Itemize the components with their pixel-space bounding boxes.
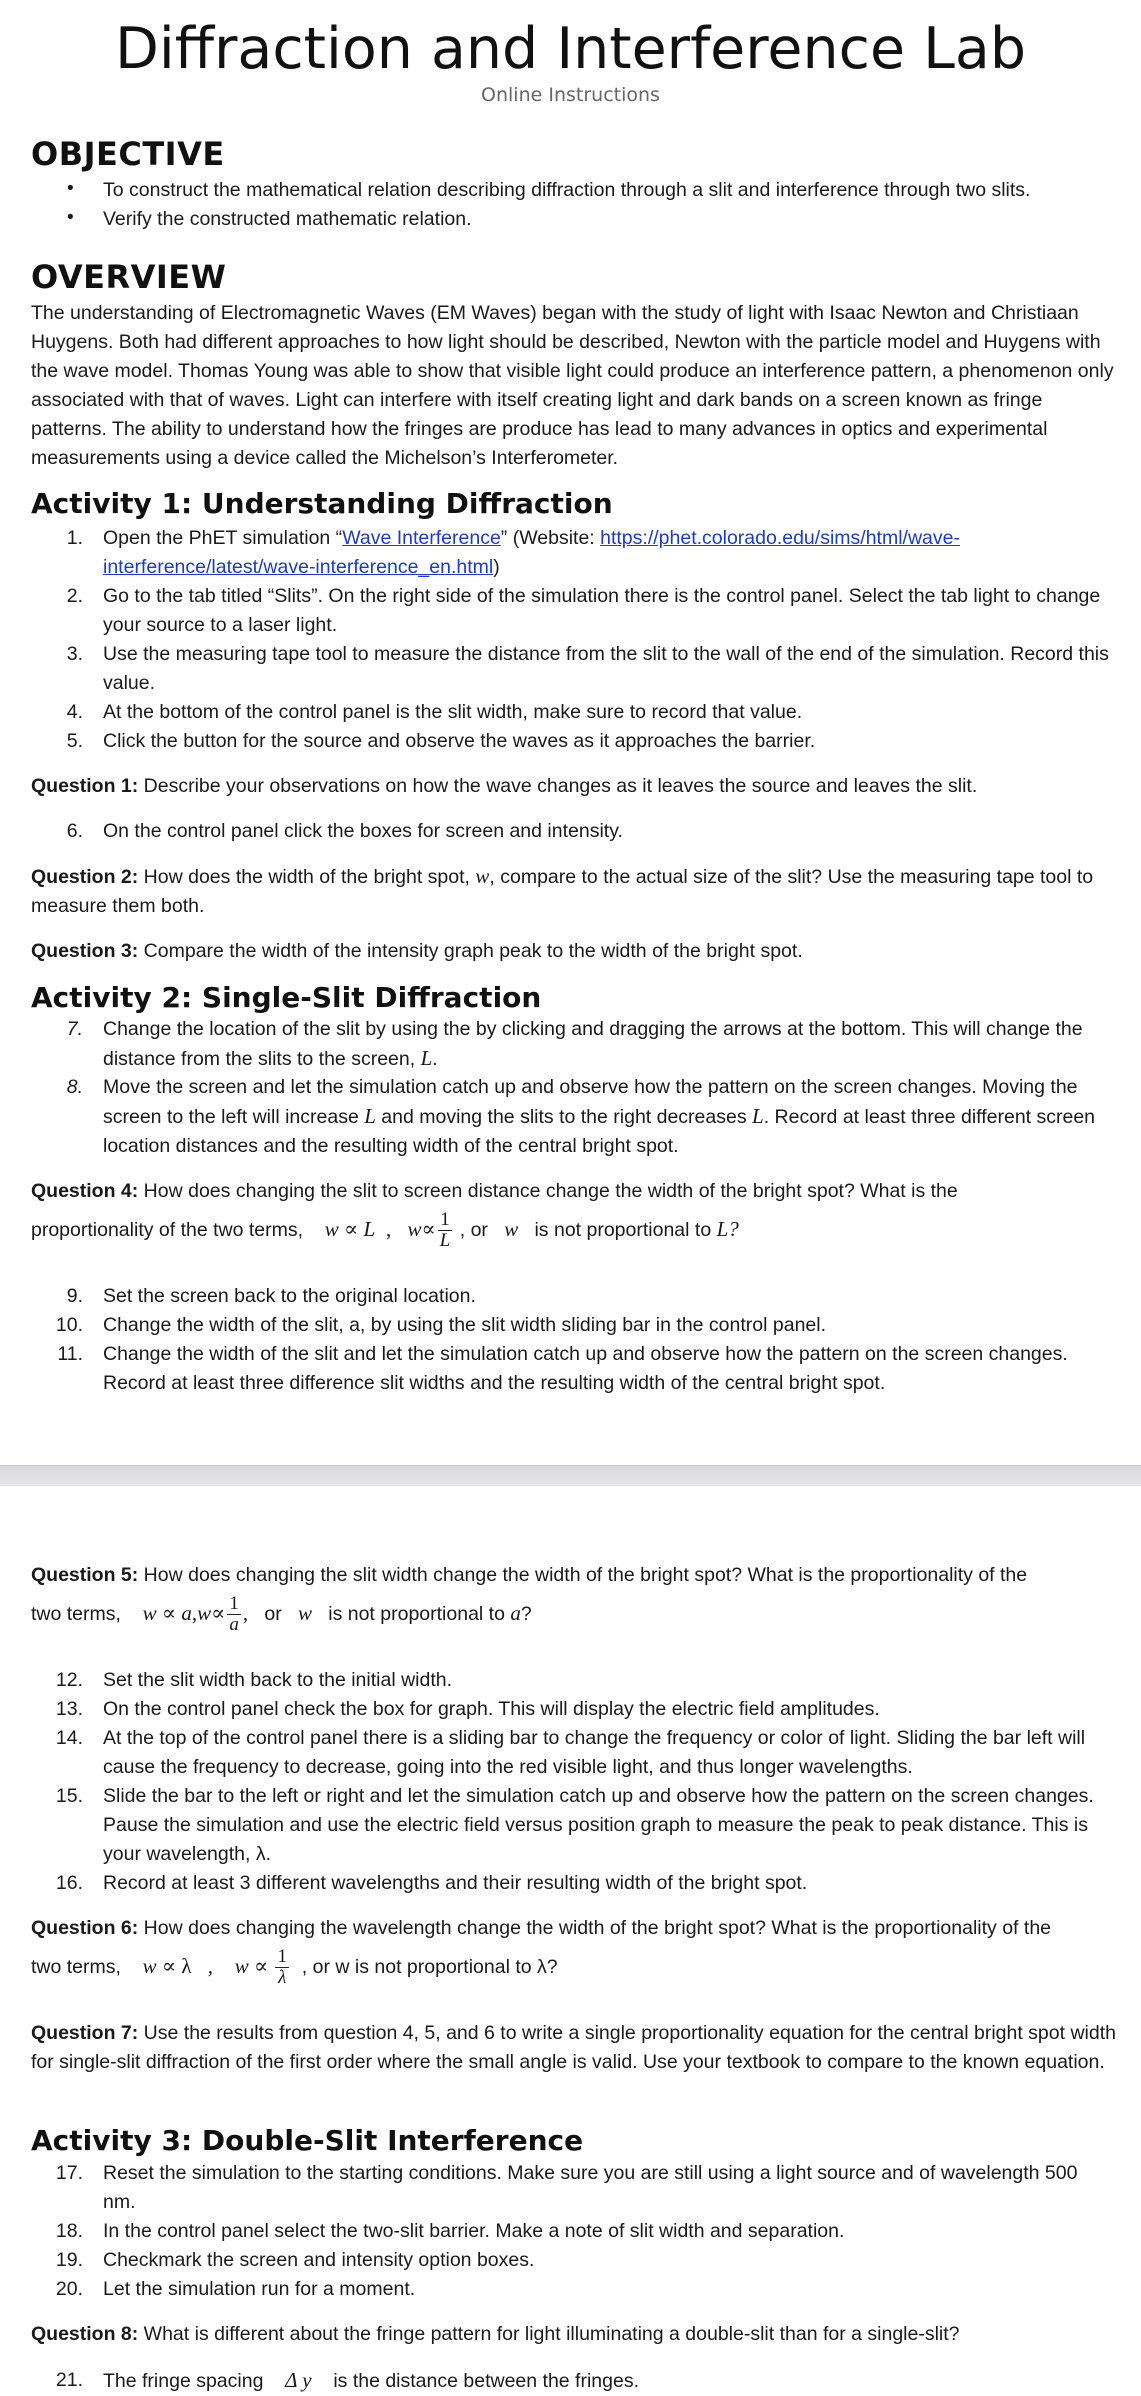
question-text: Compare the width of the intensity graph peak to the width of the bright spot. [138, 940, 803, 962]
or-text: , or [459, 1219, 488, 1241]
page-separator [0, 1465, 1141, 1486]
not-proportional-text: is not proportional to [328, 1603, 505, 1625]
step-16: Record at least 3 different wavelengths and their resulting width of the bright spot. [103, 1872, 808, 1894]
step-number: 2. [66, 585, 83, 607]
step-17: Reset the simulation to the starting conditions. Make sure you are still using a light source and of wavelength 500 nm. [103, 2162, 1078, 2213]
question-6-terms [31, 1945, 1116, 1988]
var-w: w [297, 1601, 312, 1625]
step-number: 6. [66, 820, 83, 842]
step-14: At the top of the control panel there is a sliding bar to change the frequency or color of light. Sliding the bar left will cause the frequency to decrease, going into the red visible light, and thus longer wavelengths. [103, 1727, 1086, 1778]
question-label: Question 3: [31, 940, 139, 962]
prop-symbol: ∝ [338, 1217, 364, 1241]
overview-heading: OVERVIEW [31, 258, 227, 296]
page-title: Diffraction and Interference Lab [114, 16, 1027, 82]
w-prop-lambda: w [142, 1954, 157, 1978]
step-3: Use the measuring tape tool to measure the distance from the slit to the wall of the end of the simulation. Record this value. [103, 643, 1109, 694]
question-7 [31, 2019, 1116, 2077]
step-number: 12. [55, 1669, 83, 1691]
question-text: How does the width of the bright spot, [138, 866, 476, 888]
step-number: 16. [55, 1872, 83, 1894]
comma: , [385, 1217, 392, 1241]
prop-symbol: ∝ [248, 1954, 274, 1978]
var-L: L [752, 1104, 764, 1128]
question-text: How does changing the wavelength change the width of the bright spot? What is the proportionality of the [138, 1917, 1052, 1939]
prop-symbol: ∝ λ [156, 1954, 192, 1978]
step-20: Let the simulation run for a moment. [103, 2278, 416, 2300]
step-number: 18. [55, 2220, 83, 2242]
step-1 [103, 524, 1113, 582]
question-text: two terms, [31, 1603, 121, 1625]
page-2 [0, 1486, 1141, 2392]
step-2: Go to the tab titled “Slits”. On the right side of the simulation there is the control panel. Select the tab light to change your source to a laser light. [103, 585, 1101, 636]
step-9: Set the screen back to the original location. [103, 1285, 476, 1307]
step-21-b: is the distance between the fringes. [333, 2370, 639, 2392]
question-2 [31, 862, 1116, 921]
step-1-post: ) [493, 556, 500, 578]
question-4-terms [31, 1208, 1116, 1251]
question-5-terms: two terms, w ∝ a,w∝ $\frac{1}{a}$ , or w is not proportional to a? [31, 1593, 532, 1636]
fraction-1-over-a: $\frac{1}{a}$ [229, 1593, 239, 1636]
var-w: w [475, 864, 490, 888]
step-4: At the bottom of the control panel is the slit width, make sure to record that value. [103, 701, 803, 723]
question-text: What is different about the fringe pattern for light illuminating a double-slit than for a single-slit? [138, 2323, 960, 2345]
question-text: two terms, [31, 1956, 121, 1978]
question-6 [31, 1914, 1116, 1943]
step-18: In the control panel select the two-slit barrier. Make a note of slit width and separation. [103, 2220, 845, 2242]
step-5: Click the button for the source and observe the waves as it approaches the barrier. [103, 730, 816, 752]
w-prop-a: w [142, 1601, 157, 1625]
step-number: 17. [55, 2162, 83, 2184]
prop-symbol: ∝ [156, 1601, 182, 1625]
comma: , [242, 1601, 249, 1625]
step-21-a: The fringe spacing [103, 2370, 264, 2392]
page-subtitle: Online Instructions [481, 84, 660, 106]
question-label: Question 7: [31, 2022, 139, 2044]
step-number: 19. [55, 2249, 83, 2271]
step-number: 9. [66, 1285, 83, 1307]
step-10: Change the width of the slit, a, by using the slit width sliding bar in the control panel. [103, 1314, 827, 1336]
prop-symbol: ∝ [211, 1601, 226, 1625]
step-number: 21. [55, 2369, 83, 2391]
step-number: 11. [57, 1343, 83, 1365]
step-8-b: and moving the slits to the right decreases [375, 1106, 753, 1128]
question-label: Question 1: [31, 775, 139, 797]
step-7: Change the location of the slit by using the by clicking and dragging the arrows at the bottom. This will change the distance from the slits to the screen, L. [103, 1018, 1083, 1070]
question-label: Question 5: [31, 1564, 139, 1586]
var-a: a [181, 1601, 192, 1625]
question-5 [31, 1561, 1116, 1590]
question-label: Question 8: [31, 2323, 139, 2345]
w-prop-L: w [324, 1217, 339, 1241]
question-text: , compare to the actual size of the slit? Use the measuring tape tool to measure them both. [31, 866, 1094, 917]
var-w: w [504, 1217, 519, 1241]
var-L: L [363, 1217, 376, 1241]
question-text: How does changing the slit to screen distance change the width of the bright spot? What is the [138, 1180, 958, 1202]
step-number: 20. [55, 2278, 83, 2300]
fraction-1-over-lambda: $\frac{1}{\lambda}$ [277, 1946, 287, 1989]
step-1-text: Open the PhET simulation “ [103, 527, 343, 549]
question-label: Question 4: [31, 1180, 139, 1202]
step-number: 1. [66, 527, 83, 549]
prop-symbol: ∝ [421, 1217, 436, 1241]
question-text: Describe your observations on how the wave changes as it leaves the source and leaves the slit. [138, 775, 978, 797]
step-number: 15. [55, 1785, 83, 1807]
step-number: 10. [55, 1314, 83, 1336]
step-number: 4. [66, 701, 83, 723]
bullet-icon: • [67, 207, 74, 228]
step-11: Change the width of the slit and let the simulation catch up and observe how the pattern on the screen changes. Record at least three difference slit widths and the resulting width of the central bright spot. [103, 1343, 1068, 1394]
question-3 [31, 937, 1116, 966]
question-label: Question 6: [31, 1917, 139, 1939]
question-1 [31, 772, 1116, 801]
fraction-1-over-L: $\frac{1}{L}$ [439, 1209, 451, 1252]
overview-text: The understanding of Electromagnetic Waves (EM Waves) began with the study of light with Isaac Newton and Christiaan Huygens. Both had different approaches to how light should be described, Newton with the particle model and Huygens with the wave model. Thomas Young was able to show that visible light could produce an interference pattern, a phenomenon only associated with that of waves. Light can interfere with itself creating light and dark bands on a screen known as fringe patterns. The ability to understand how the fringes are produce has lead to many advances in optics and experimental measurements using a device called the Michelson’s Interferometer. [31, 302, 1114, 469]
w-prop-inv-a: w [197, 1601, 212, 1625]
question-text: How does changing the slit width change the width of the bright spot? What is the proportionality of the [138, 1564, 1028, 1586]
activity2-heading: Activity 2: Single-Slit Diffraction [31, 981, 542, 1014]
activity3-heading: Activity 3: Double-Slit Interference [31, 2124, 584, 2157]
delta-y: Δ y [285, 2368, 312, 2392]
step-number: 3. [66, 643, 83, 665]
step-13: On the control panel check the box for graph. This will display the electric field amplitudes. [103, 1698, 880, 1720]
var-a: a [510, 1601, 521, 1625]
question-text: Use the results from question 4, 5, and 6 to write a single proportionality equation for the central bright spot width for single-slit diffraction of the first order where the small angle is valid. Use your textbook to compare to the known equation. [31, 2022, 1116, 2073]
objective-bullet-2: Verify the constructed mathematic relation. [103, 208, 472, 230]
step-number: 13. [55, 1698, 83, 1720]
question-label: Question 2: [31, 866, 139, 888]
comma: , [191, 1601, 198, 1625]
step-number: 5. [66, 730, 83, 752]
question-text: proportionality of the two terms, [31, 1219, 304, 1241]
step-7-text: Change the location of the slit by using the by clicking and dragging the arrows at the bottom. This will change the distance from the slits to the screen, [103, 1018, 1083, 1070]
w-prop-inv-L: w [407, 1217, 422, 1241]
step-8-c: . Record at least three different screen location distances and the resulting width of the central bright spot. [103, 1106, 1096, 1157]
step-12: Set the slit width back to the initial width. [103, 1669, 453, 1691]
bullet-icon: • [67, 178, 74, 199]
step-21 [103, 2366, 1113, 2396]
wave-interference-link[interactable]: Wave Interference [342, 527, 501, 549]
question-6-tail: , or w is not proportional to λ? [301, 1956, 558, 1978]
not-proportional-text: is not proportional to [534, 1219, 712, 1241]
step-8 [103, 1073, 1113, 1161]
step-15: Slide the bar to the left or right and let the simulation catch up and observe how the pattern on the screen changes. Pause the simulation and use the electric field versus position graph to measure the peak to peak distance. This is your wavelength, λ. [103, 1785, 1094, 1865]
step-number: 14. [55, 1727, 83, 1749]
step-6: On the control panel click the boxes for screen and intensity. [103, 820, 623, 842]
comma: , [207, 1954, 214, 1978]
activity1-heading: Activity 1: Understanding Diffraction [31, 487, 613, 520]
or-text: or [264, 1603, 282, 1625]
step-8-a: Move the screen and let the simulation catch up and observe how the pattern on the screen changes. Moving the screen to the left will increase [103, 1076, 1078, 1128]
objective-bullet-1: To construct the mathematical relation describing diffraction through a slit and interference through two slits. [103, 179, 1031, 201]
step-19: Checkmark the screen and intensity option boxes. [103, 2249, 535, 2271]
w-prop-inv-lambda: w [234, 1954, 249, 1978]
question-4 [31, 1177, 1116, 1206]
step-number: 8. [66, 1076, 83, 1098]
objective-heading: OBJECTIVE [31, 135, 225, 173]
question-8 [31, 2320, 1116, 2349]
var-L: L? [716, 1217, 739, 1241]
phet-url-link[interactable]: https://phet.colorado.edu/sims/html/wave-interference/latest/wave-interference_en.html [103, 527, 960, 578]
var-L: L [420, 1046, 433, 1070]
step-1-mid: ” (Website: [500, 527, 601, 549]
step-number: 7. [66, 1018, 83, 1040]
var-L: L [364, 1104, 376, 1128]
